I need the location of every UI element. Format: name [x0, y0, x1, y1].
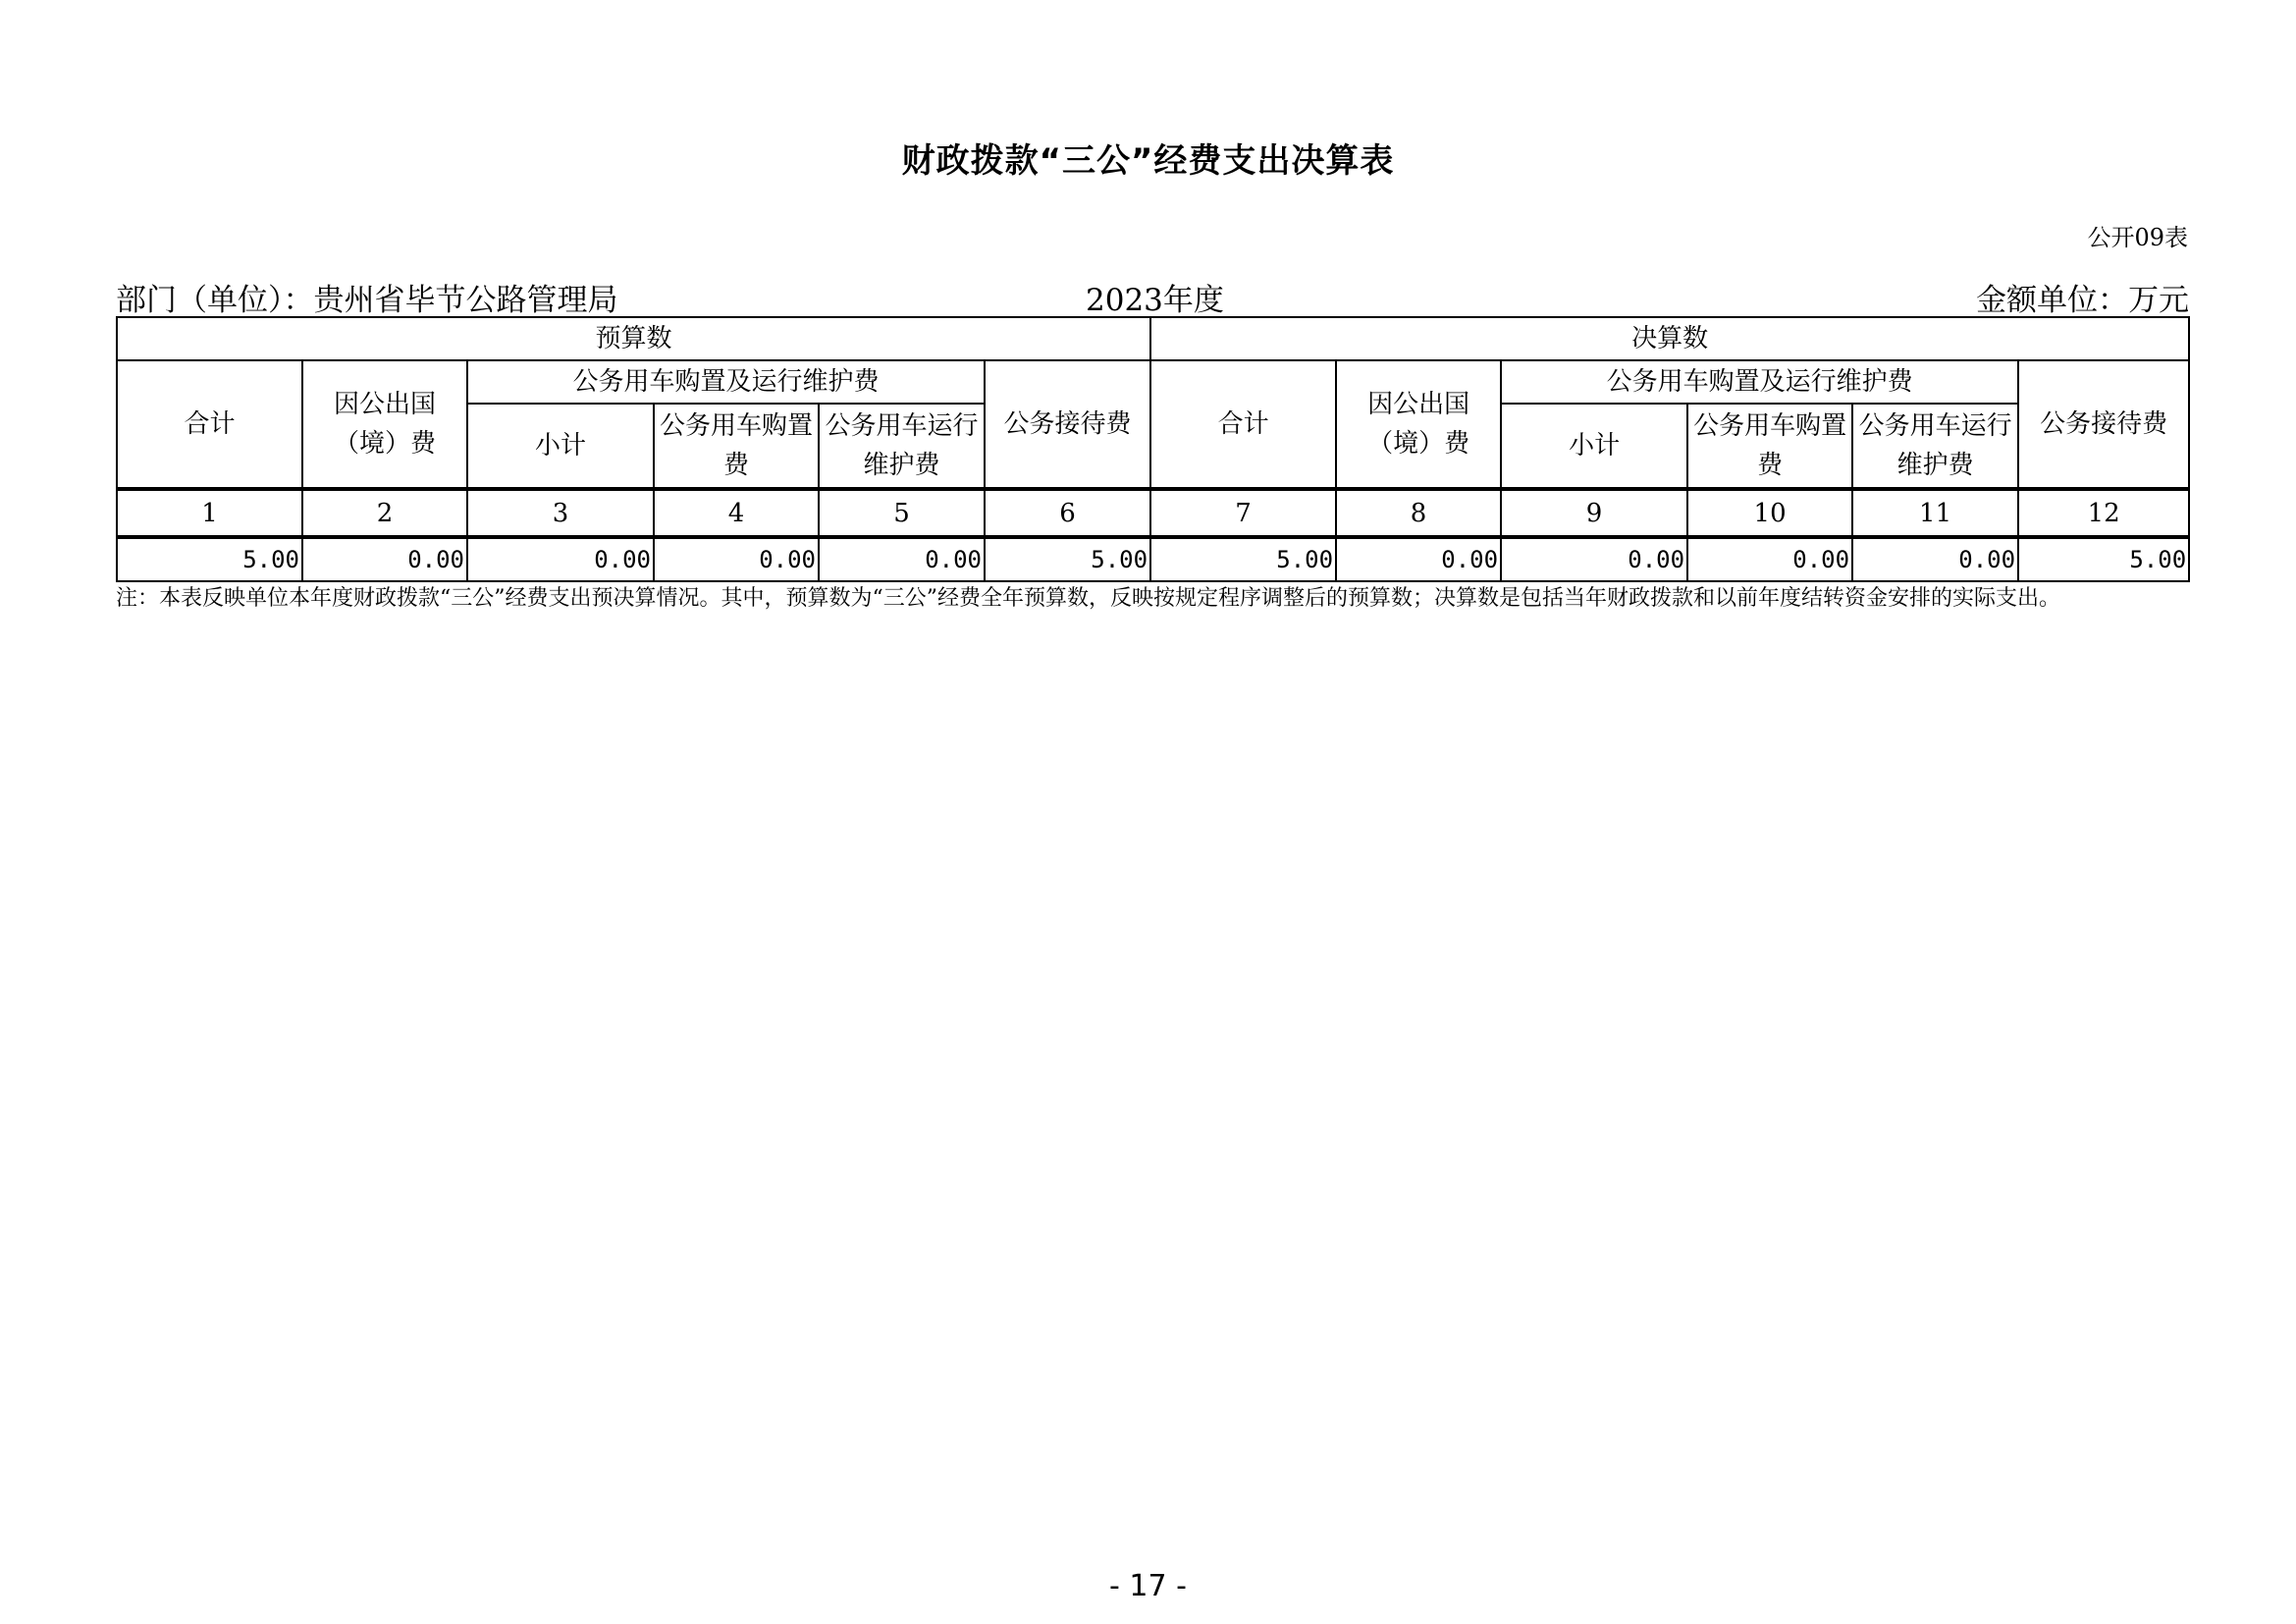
department-label: 部门（单位）：贵州省毕节公路管理局 — [116, 283, 618, 318]
index-cell: 11 — [1852, 489, 2018, 537]
value-cell: 0.00 — [1501, 537, 1687, 581]
value-cell: 0.00 — [1336, 537, 1501, 581]
index-cell: 10 — [1687, 489, 1852, 537]
table-note: 注：本表反映单位本年度财政拨款“三公”经费支出预决算情况。其中，预算数为“三公”经费全年预算数，反映按规定程序调整后的预算数；决算数是包括当年财政拨款和以前年度结转资金安排的实际支出。 — [116, 586, 2060, 611]
value-cell: 0.00 — [302, 537, 467, 581]
value-row — [117, 537, 2189, 581]
table-number: 公开09表 — [2087, 224, 2188, 251]
budget-total-header: 合计 — [117, 360, 302, 489]
index-cell: 8 — [1336, 489, 1501, 537]
index-cell: 12 — [2018, 489, 2189, 537]
budget-vehicle-subtotal-header: 小计 — [467, 404, 654, 489]
meta-row — [116, 275, 2189, 318]
budget-vehicle-operation-header: 公务用车运行维护费 — [819, 404, 985, 489]
final-reception-header: 公务接待费 — [2018, 360, 2189, 489]
document-title: 财政拨款“三公”经费支出决算表 — [901, 141, 1395, 181]
index-row — [117, 489, 2189, 537]
index-cell: 7 — [1150, 489, 1336, 537]
value-cell: 0.00 — [1687, 537, 1852, 581]
three-public-expense-table — [116, 316, 2190, 582]
value-cell: 0.00 — [467, 537, 654, 581]
fiscal-year: 2023年度 — [1086, 283, 1224, 318]
value-cell: 5.00 — [117, 537, 302, 581]
index-cell: 4 — [654, 489, 819, 537]
value-cell: 5.00 — [985, 537, 1150, 581]
budget-vehicle-group-header: 公务用车购置及运行维护费 — [467, 360, 985, 404]
index-cell: 3 — [467, 489, 654, 537]
amount-unit: 金额单位：万元 — [1976, 283, 2189, 318]
value-cell: 0.00 — [654, 537, 819, 581]
index-cell: 1 — [117, 489, 302, 537]
final-vehicle-purchase-header: 公务用车购置费 — [1687, 404, 1852, 489]
budget-vehicle-purchase-header: 公务用车购置费 — [654, 404, 819, 489]
value-cell: 5.00 — [2018, 537, 2189, 581]
index-cell: 9 — [1501, 489, 1687, 537]
value-cell: 5.00 — [1150, 537, 1336, 581]
final-total-header: 合计 — [1150, 360, 1336, 489]
value-cell: 0.00 — [819, 537, 985, 581]
final-group-header: 决算数 — [1150, 317, 2189, 360]
index-cell: 6 — [985, 489, 1150, 537]
final-vehicle-operation-header: 公务用车运行维护费 — [1852, 404, 2018, 489]
index-cell: 5 — [819, 489, 985, 537]
index-cell: 2 — [302, 489, 467, 537]
final-vehicle-subtotal-header: 小计 — [1501, 404, 1687, 489]
value-cell: 0.00 — [1852, 537, 2018, 581]
budget-reception-header: 公务接待费 — [985, 360, 1150, 489]
budget-abroad-header: 因公出国（境）费 — [302, 360, 467, 489]
final-abroad-header: 因公出国（境）费 — [1336, 360, 1501, 489]
page-number: - 17 - — [1109, 1569, 1187, 1603]
budget-group-header: 预算数 — [117, 317, 1150, 360]
final-vehicle-group-header: 公务用车购置及运行维护费 — [1501, 360, 2018, 404]
